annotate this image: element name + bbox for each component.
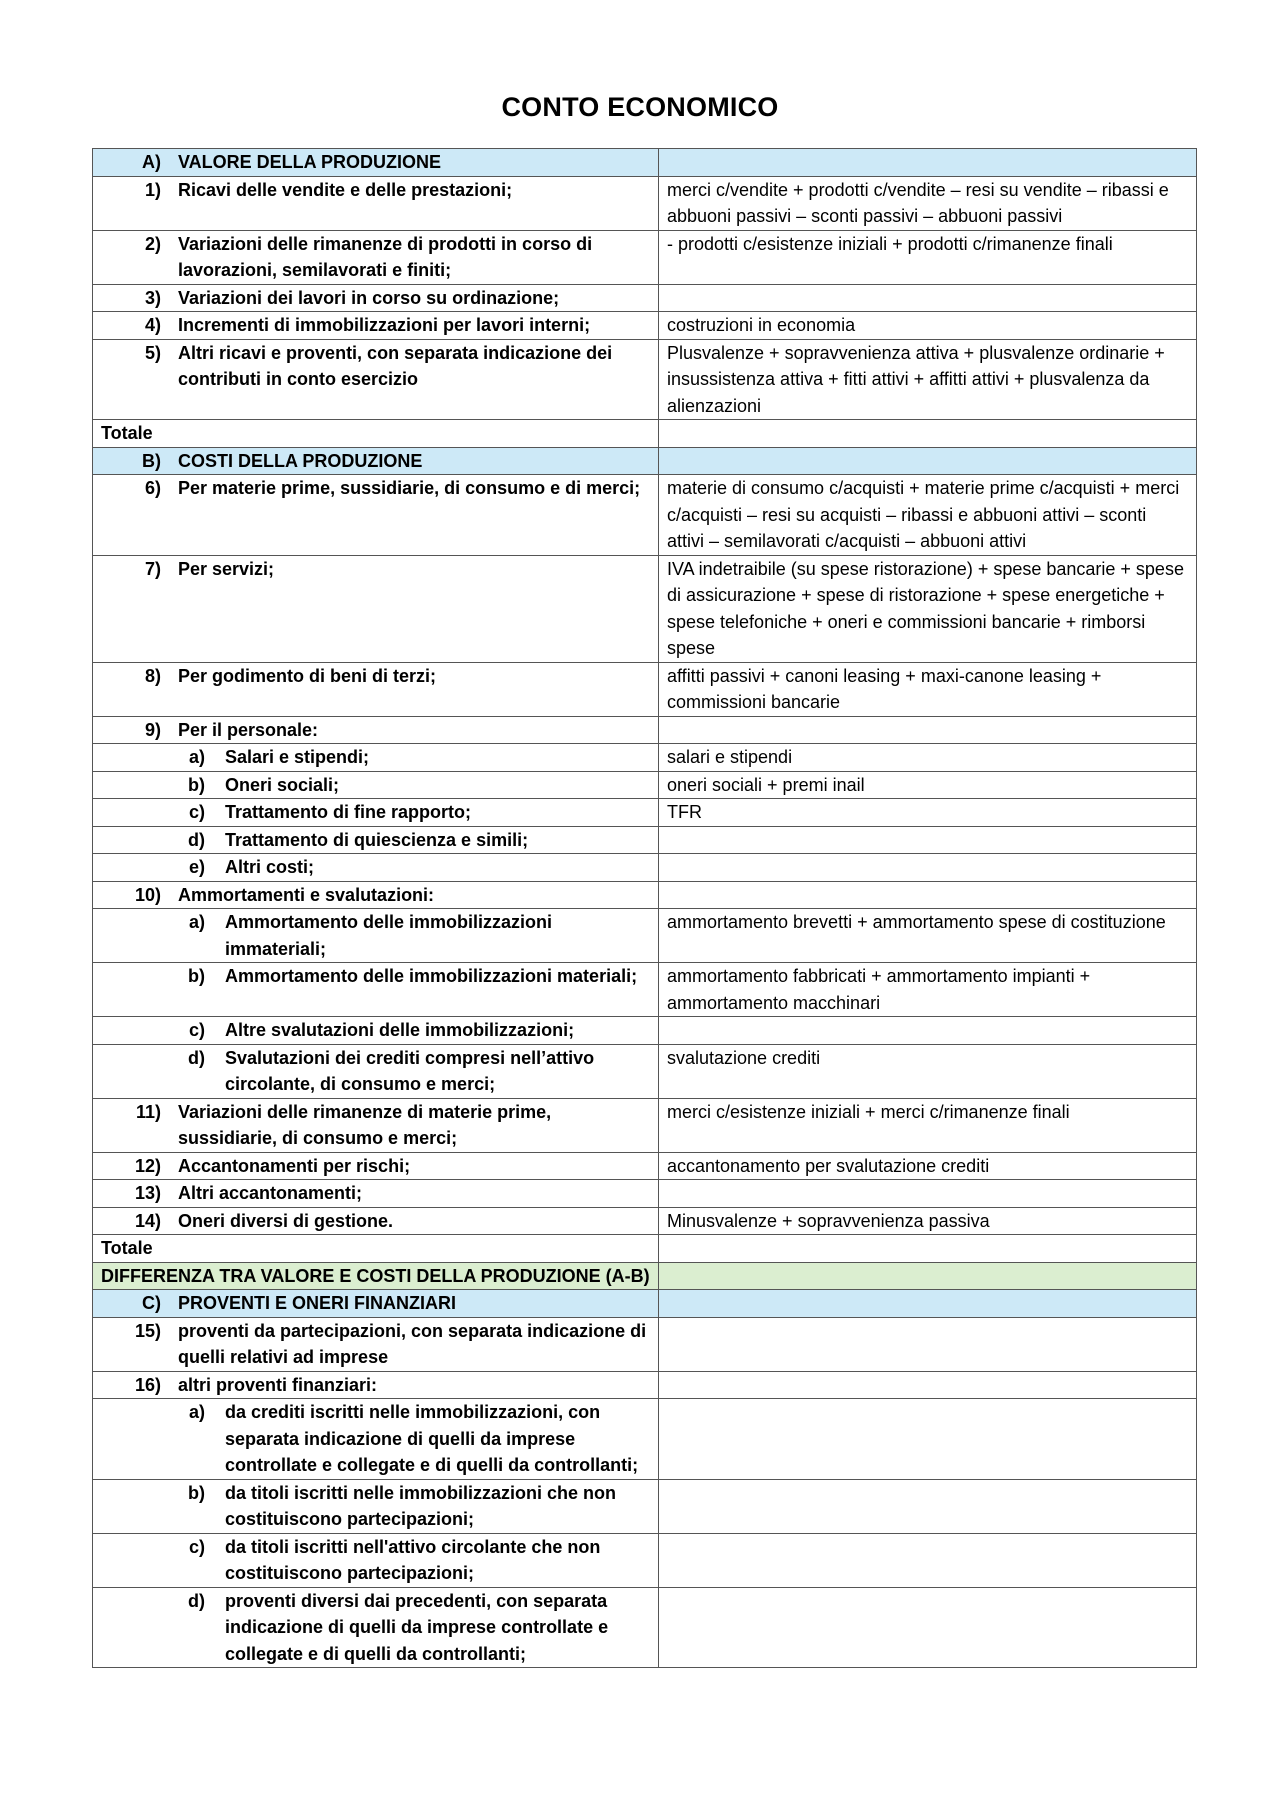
item-label-cell: [93, 1587, 659, 1668]
item-number: 9): [144, 719, 161, 740]
accounts-description-cell: svalutazione crediti: [659, 1044, 1197, 1098]
item-label: Variazioni delle rimanenze di prodotti in corso di lavorazioni, semilavorati e finiti;: [178, 233, 593, 280]
accounts-description-cell: [659, 854, 1197, 882]
accounts-description-cell: [659, 1290, 1197, 1318]
item-number: 4): [144, 315, 161, 335]
accounts-description-cell: [659, 881, 1197, 909]
item-label-cell: [93, 1317, 659, 1371]
item-label: Svalutazioni dei crediti compresi nell’attivo circolante, di consumo e merci;: [225, 1047, 595, 1094]
total-row: [93, 1235, 1197, 1263]
total-row: [93, 420, 1197, 448]
item-number: d): [188, 1590, 205, 1611]
accounts-description-cell: [659, 1587, 1197, 1668]
table-row: [93, 1371, 1197, 1399]
item-label: Incrementi di immobilizzazioni per lavori interni;: [178, 315, 591, 335]
table-row: [93, 909, 1197, 963]
item-label: Oneri sociali;: [225, 774, 340, 795]
table-row: [93, 799, 1197, 827]
accounts-description-cell: salari e stipendi: [659, 744, 1197, 772]
item-number: 10): [134, 884, 161, 905]
item-number: c): [188, 1536, 205, 1557]
accounts-description-cell: [659, 716, 1197, 744]
item-number: 6): [144, 478, 161, 498]
accounts-description-cell: [659, 1317, 1197, 1371]
item-number: 5): [144, 342, 161, 363]
item-number: 15): [134, 1320, 161, 1341]
item-label-cell: [93, 1262, 659, 1290]
accounts-description-cell: Minusvalenze + sopravvenienza passiva: [659, 1207, 1197, 1235]
table-row: [93, 1098, 1197, 1152]
section-title: VALORE DELLA PRODUZIONE: [178, 152, 442, 172]
section-row: [93, 447, 1197, 475]
difference-row: [93, 1262, 1197, 1290]
item-label-cell: [93, 1479, 659, 1533]
item-label: Oneri diversi di gestione.: [178, 1210, 394, 1231]
item-number: 3): [144, 287, 161, 308]
item-label-cell: [93, 420, 659, 448]
table-row: [93, 312, 1197, 340]
item-label-cell: [93, 1533, 659, 1587]
accounts-description-cell: costruzioni in economia: [659, 312, 1197, 340]
table-row: [93, 1533, 1197, 1587]
item-label-cell: [93, 284, 659, 312]
item-label-cell: [93, 909, 659, 963]
item-label-cell: [93, 1371, 659, 1399]
accounts-description-cell: [659, 1235, 1197, 1263]
section-title: COSTI DELLA PRODUZIONE: [178, 450, 423, 471]
item-label-cell: [93, 963, 659, 1017]
item-label-cell: [93, 339, 659, 420]
item-label-cell: [93, 1044, 659, 1098]
accounts-description-cell: [659, 1533, 1197, 1587]
total-label: Totale: [101, 423, 153, 443]
item-label: Altre svalutazioni delle immobilizzazioni;: [225, 1020, 575, 1040]
item-number: 16): [134, 1374, 161, 1395]
item-label-cell: [93, 1235, 659, 1263]
item-label-cell: [93, 1207, 659, 1235]
item-label-cell: [93, 826, 659, 854]
accounts-description-cell: [659, 1479, 1197, 1533]
item-number: 11): [135, 1101, 161, 1122]
item-label: Altri costi;: [225, 857, 315, 877]
item-label-cell: [93, 716, 659, 744]
item-label-cell: [93, 881, 659, 909]
item-label: Per godimento di beni di terzi;: [178, 665, 437, 686]
item-number: C): [142, 1293, 161, 1313]
accounts-description-cell: [659, 1399, 1197, 1480]
item-label-cell: [93, 744, 659, 772]
table-row: [93, 662, 1197, 716]
item-number: 2): [144, 233, 161, 254]
table-row: [93, 826, 1197, 854]
accounts-description-cell: IVA indetraibile (su spese ristorazione) + spese bancarie + spese di assicurazione + spese di ristorazione + spese energetiche + spese telefoniche + oneri e commissioni bancarie + rimborsi spese: [659, 555, 1197, 662]
page-title: CONTO ECONOMICO: [501, 92, 779, 122]
item-number: 14): [134, 1210, 161, 1231]
item-label-cell: [93, 854, 659, 882]
accounts-description-cell: [659, 149, 1197, 177]
item-label: Ammortamento delle immobilizzazioni materiali;: [225, 966, 638, 986]
accounts-description-cell: [659, 284, 1197, 312]
item-label: Ricavi delle vendite e delle prestazioni;: [178, 179, 513, 200]
accounts-description-cell: ammortamento brevetti + ammortamento spese di costituzione: [659, 909, 1197, 963]
item-label-cell: [93, 1098, 659, 1152]
item-label: Per servizi;: [178, 558, 275, 579]
item-number: d): [188, 1047, 205, 1068]
item-label: Trattamento di quiescienza e simili;: [225, 829, 529, 850]
item-number: e): [188, 857, 205, 877]
accounts-description-cell: [659, 1017, 1197, 1045]
item-number: B): [142, 450, 161, 471]
accounts-description-cell: materie di consumo c/acquisti + materie prime c/acquisti + merci c/acquisti – resi su acquisti – ribassi e abbuoni attivi – sconti attivi – semilavorati c/acquisti – abbuoni attivi: [659, 475, 1197, 556]
accounts-description-cell: merci c/esistenze iniziali + merci c/rimanenze finali: [659, 1098, 1197, 1152]
item-label: Trattamento di fine rapporto;: [225, 802, 472, 822]
item-number: a): [188, 1402, 205, 1422]
total-label: Totale: [101, 1238, 153, 1258]
table-row: [93, 771, 1197, 799]
item-label-cell: [93, 799, 659, 827]
income-statement-table: [92, 148, 1197, 1668]
accounts-description-cell: - prodotti c/esistenze iniziali + prodotti c/rimanenze finali: [659, 230, 1197, 284]
accounts-description-cell: ammortamento fabbricati + ammortamento impianti + ammortamento macchinari: [659, 963, 1197, 1017]
table-row: [93, 1587, 1197, 1668]
item-number: b): [188, 966, 205, 986]
item-label-cell: [93, 555, 659, 662]
item-number: 7): [144, 558, 161, 579]
item-number: 13): [134, 1183, 161, 1203]
item-label: proventi diversi dai precedenti, con separata indicazione di quelli da imprese controllate e collegate e di quelli da controllanti;: [225, 1590, 609, 1664]
item-label-cell: [93, 1017, 659, 1045]
item-label-cell: [93, 1152, 659, 1180]
item-number: a): [188, 912, 205, 932]
accounts-description-cell: TFR: [659, 799, 1197, 827]
accounts-description-cell: merci c/vendite + prodotti c/vendite – resi su vendite – ribassi e abbuoni passivi – sconti passivi – abbuoni passivi: [659, 176, 1197, 230]
difference-label: DIFFERENZA TRA VALORE E COSTI DELLA PRODUZIONE (A-B): [101, 1265, 650, 1286]
item-label: proventi da partecipazioni, con separata indicazione di quelli relativi ad imprese: [178, 1320, 647, 1367]
accounts-description-cell: oneri sociali + premi inail: [659, 771, 1197, 799]
table-row: [93, 1152, 1197, 1180]
item-label-cell: [93, 475, 659, 556]
item-number: 12): [134, 1155, 161, 1176]
item-label: Variazioni delle rimanenze di materie prime, sussidiarie, di consumo e merci;: [178, 1101, 552, 1148]
table-row: [93, 176, 1197, 230]
item-label-cell: [93, 176, 659, 230]
accounts-description-cell: [659, 826, 1197, 854]
item-label: Altri accantonamenti;: [178, 1183, 363, 1203]
table-row: [93, 1479, 1197, 1533]
item-label-cell: [93, 1290, 659, 1318]
table-row: [93, 230, 1197, 284]
item-label-cell: [93, 1180, 659, 1208]
table-row: [93, 854, 1197, 882]
item-number: b): [188, 774, 205, 795]
table-row: [93, 555, 1197, 662]
item-label: Per il personale:: [178, 719, 319, 740]
table-row: [93, 284, 1197, 312]
table-row: [93, 1317, 1197, 1371]
accounts-description-cell: [659, 1180, 1197, 1208]
accounts-description-cell: accantonamento per svalutazione crediti: [659, 1152, 1197, 1180]
table-row: [93, 1044, 1197, 1098]
table-row: [93, 1399, 1197, 1480]
item-number: A): [142, 152, 161, 172]
item-label: Variazioni dei lavori in corso su ordinazione;: [178, 287, 560, 308]
accounts-description-cell: [659, 1262, 1197, 1290]
accounts-description-cell: [659, 447, 1197, 475]
item-label: da titoli iscritti nell'attivo circolante che non costituiscono partecipazioni;: [225, 1536, 601, 1583]
item-label-cell: [93, 662, 659, 716]
table-row: [93, 716, 1197, 744]
table-row: [93, 1207, 1197, 1235]
table-row: [93, 744, 1197, 772]
accounts-description-cell: [659, 420, 1197, 448]
item-label-cell: [93, 1399, 659, 1480]
item-number: c): [188, 802, 205, 822]
item-number: d): [188, 829, 205, 850]
item-label: Altri ricavi e proventi, con separata indicazione dei contributi in conto esercizio: [178, 342, 613, 389]
table-row: [93, 475, 1197, 556]
section-row: [93, 1290, 1197, 1318]
table-row: [93, 339, 1197, 420]
item-label: altri proventi finanziari:: [178, 1374, 378, 1395]
section-title: PROVENTI E ONERI FINANZIARI: [178, 1293, 457, 1313]
table-row: [93, 963, 1197, 1017]
item-label: Accantonamenti per rischi;: [178, 1155, 411, 1176]
item-number: c): [188, 1020, 205, 1040]
item-label-cell: [93, 312, 659, 340]
item-number: 1): [144, 179, 161, 200]
item-label: Salari e stipendi;: [225, 747, 370, 767]
item-label: Ammortamenti e svalutazioni:: [178, 884, 435, 905]
item-label: da titoli iscritti nelle immobilizzazioni che non costituiscono partecipazioni;: [225, 1482, 617, 1529]
table-row: [93, 1017, 1197, 1045]
item-label: Ammortamento delle immobilizzazioni immateriali;: [225, 912, 553, 959]
item-label-cell: [93, 771, 659, 799]
item-number: 8): [144, 665, 161, 686]
item-label: Per materie prime, sussidiarie, di consumo e di merci;: [178, 478, 641, 498]
item-number: b): [188, 1482, 205, 1503]
accounts-description-cell: Plusvalenze + sopravvenienza attiva + plusvalenze ordinarie + insussistenza attiva + fitti attivi + affitti attivi + plusvalenza da alienzazioni: [659, 339, 1197, 420]
item-number: a): [188, 747, 205, 767]
item-label-cell: [93, 230, 659, 284]
item-label-cell: [93, 447, 659, 475]
table-row: [93, 881, 1197, 909]
accounts-description-cell: affitti passivi + canoni leasing + maxi-canone leasing + commissioni bancarie: [659, 662, 1197, 716]
table-row: [93, 1180, 1197, 1208]
item-label-cell: [93, 149, 659, 177]
accounts-description-cell: [659, 1371, 1197, 1399]
section-row: [93, 149, 1197, 177]
item-label: da crediti iscritti nelle immobilizzazioni, con separata indicazione di quelli da imprese controllate e collegate e di quelli da controllanti;: [225, 1402, 639, 1475]
